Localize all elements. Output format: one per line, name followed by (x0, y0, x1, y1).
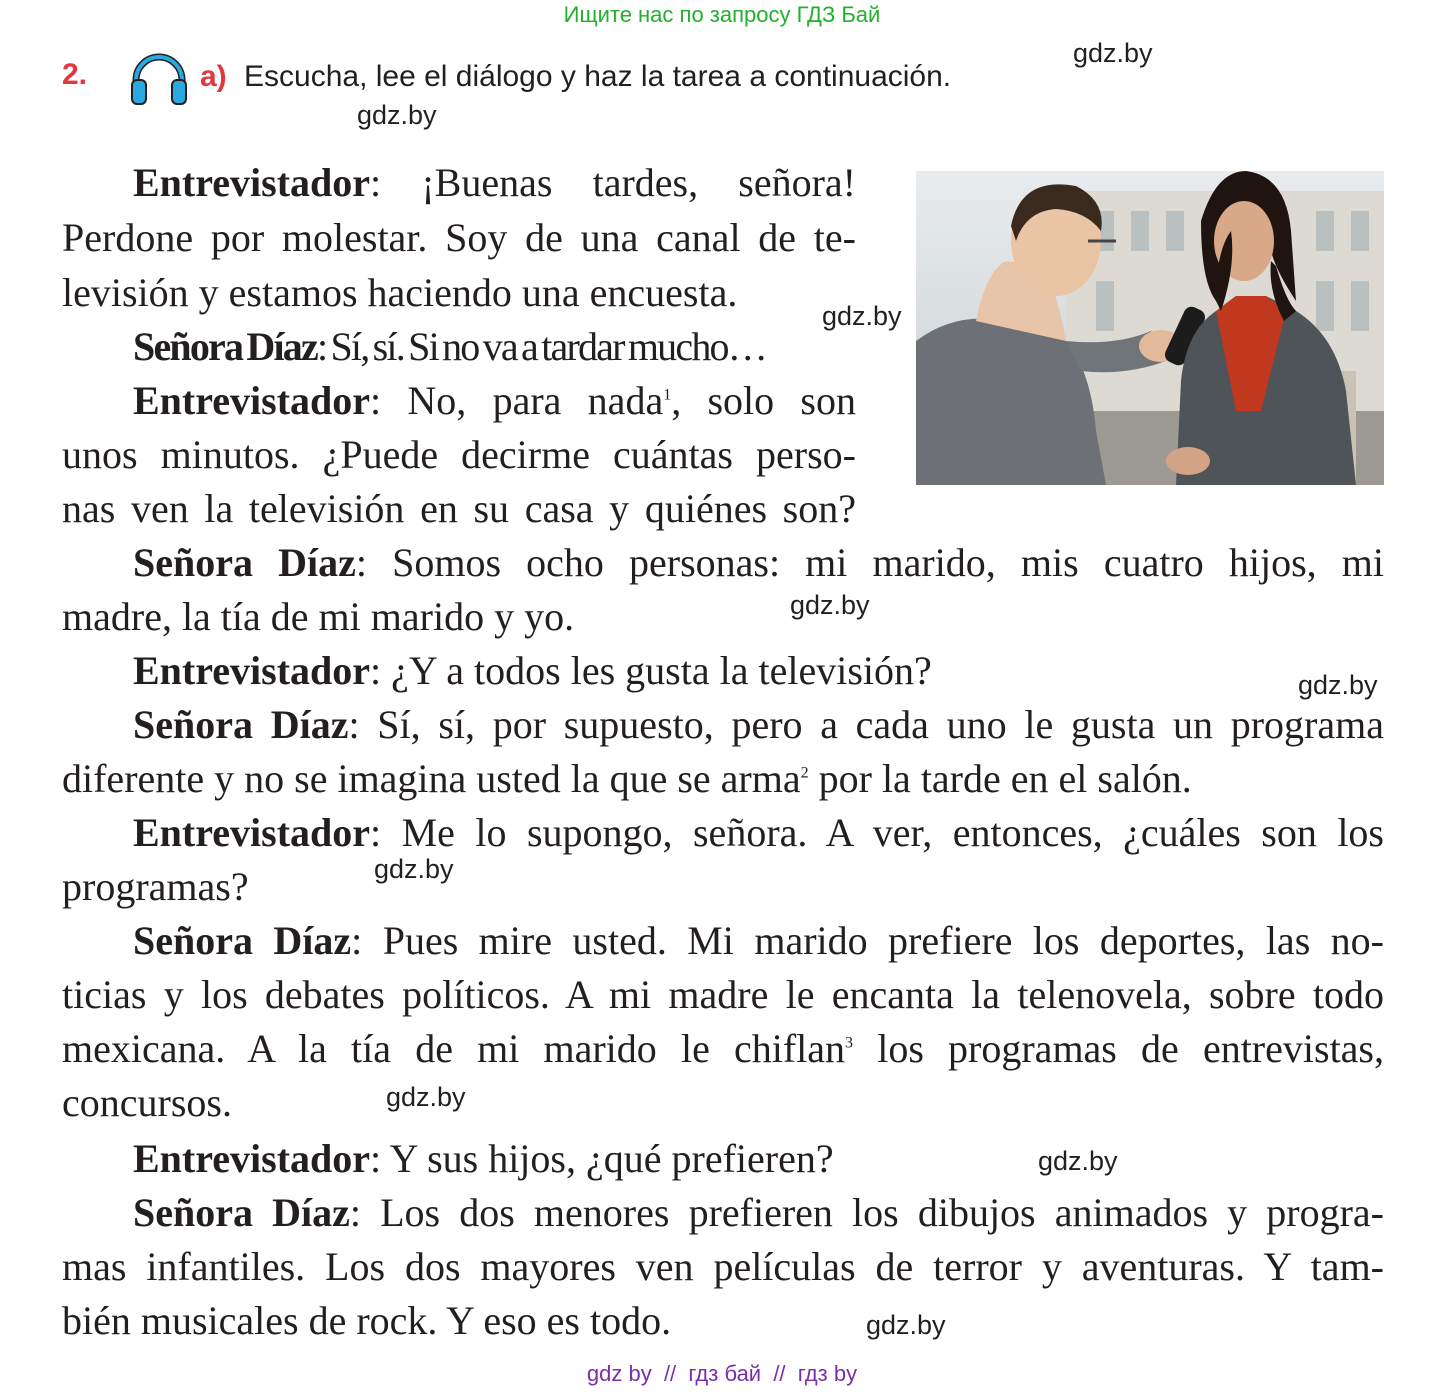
dialogue-line (62, 1132, 834, 1186)
speaker-name: Entrevistador (133, 1136, 371, 1181)
watermark: gdz.by (386, 1082, 466, 1112)
task-instruction: Escucha, lee el diálogo y haz la tarea a continuación. (244, 60, 952, 93)
interview-photo (916, 171, 1384, 485)
line-text: : Me lo supongo, señora. A ver, entonces, ¿cuáles son los (370, 810, 1384, 855)
watermark: gdz.by (1073, 38, 1153, 68)
watermark: gdz.by (822, 301, 902, 331)
top-banner: Ищите нас по запросу ГДЗ Бай (563, 2, 881, 27)
dialogue-line: ticias y los debates políticos. A mi madre le encanta la telenovela, sobre todo (62, 972, 1384, 1017)
footer-links[interactable]: gdz by // гдз бай // гдз by (586, 1361, 858, 1386)
dialogue-line: concursos. (62, 1080, 232, 1125)
footnote-mark: 1 (663, 386, 672, 404)
line-text: : Los dos menores prefieren los dibujos animados y progra- (349, 1190, 1384, 1235)
dialogue-line (62, 644, 932, 698)
dialogue-line (62, 536, 1384, 590)
speaker-name: Entrevistador (133, 810, 371, 855)
speaker-name: Señora Díaz (133, 540, 356, 585)
line-text: : Sí, sí. Si no va a tardar mucho… (316, 324, 766, 369)
line-text: : ¿Y a todos les gusta la televisión? (370, 648, 932, 693)
speaker-name: Señora Díaz (133, 1190, 350, 1235)
line-text: : No, para nada (370, 378, 664, 423)
line-text: : Somos ocho personas: mi marido, mis cuatro hijos, mi (355, 540, 1384, 585)
speaker-name: Señora Díaz (133, 702, 349, 747)
speaker-name: Señora Díaz (133, 918, 352, 963)
dialogue-line: madre, la tía de mi marido y yo. (62, 594, 575, 639)
speaker-name: Entrevistador (133, 378, 371, 423)
line-text: : ¡Buenas tardes, señora! (370, 160, 856, 205)
exercise-number: 2. (62, 58, 88, 91)
dialogue-line (62, 752, 1192, 806)
line-text: , solo son (671, 378, 856, 423)
dialogue-line: unos minutos. ¿Puede decirme cuántas perso- (62, 432, 856, 477)
line-text: : Y sus hijos, ¿qué prefieren? (370, 1136, 834, 1181)
dialogue-line: nas ven la televisión en su casa y quiénes son? (62, 486, 856, 531)
line-text: : Sí, sí, por supuesto, pero a cada uno le gusta un programa (348, 702, 1385, 747)
dialogue-line: levisión y estamos haciendo una encuesta. (62, 270, 738, 315)
footnote-mark: 2 (800, 764, 809, 782)
task-letter: a) (200, 60, 227, 93)
dialogue-line (62, 374, 856, 428)
dialogue-line (62, 320, 766, 374)
speaker-name: Entrevistador (133, 160, 371, 205)
line-text: diferente y no se imagina usted la que se arma (62, 756, 801, 801)
line-text: por la tarde en el salón. (808, 756, 1192, 801)
dialogue-line (62, 914, 1384, 968)
dialogue-line (62, 1022, 1384, 1076)
dialogue-line: mas infantiles. Los dos mayores ven películas de terror y aventuras. Y tam- (62, 1244, 1384, 1289)
dialogue-line: bién musicales de rock. Y eso es todo. (62, 1298, 672, 1343)
line-text: : Pues mire usted. Mi marido prefiere los deportes, las no- (351, 918, 1384, 963)
footnote-mark: 3 (845, 1034, 854, 1052)
dialogue-line (62, 1186, 1384, 1240)
dialogue-line (62, 156, 856, 210)
dialogue-line (62, 806, 1384, 860)
line-text: los programas de entrevistas, (853, 1026, 1384, 1071)
dialogue-line: programas? (62, 864, 249, 909)
watermark: gdz.by (1298, 670, 1378, 700)
speaker-name: Señora Díaz (133, 324, 317, 369)
dialogue-line (62, 698, 1384, 752)
watermark: gdz.by (1038, 1146, 1118, 1176)
line-text: mexicana. A la tía de mi marido le chiflan (62, 1026, 846, 1071)
watermark: gdz.by (790, 590, 870, 620)
watermark: gdz.by (357, 100, 437, 130)
watermark: gdz.by (374, 854, 454, 884)
watermark: gdz.by (866, 1310, 946, 1340)
speaker-name: Entrevistador (133, 648, 371, 693)
headphones-icon (128, 50, 190, 106)
dialogue-line: Perdone por molestar. Soy de una canal de te- (62, 215, 856, 260)
